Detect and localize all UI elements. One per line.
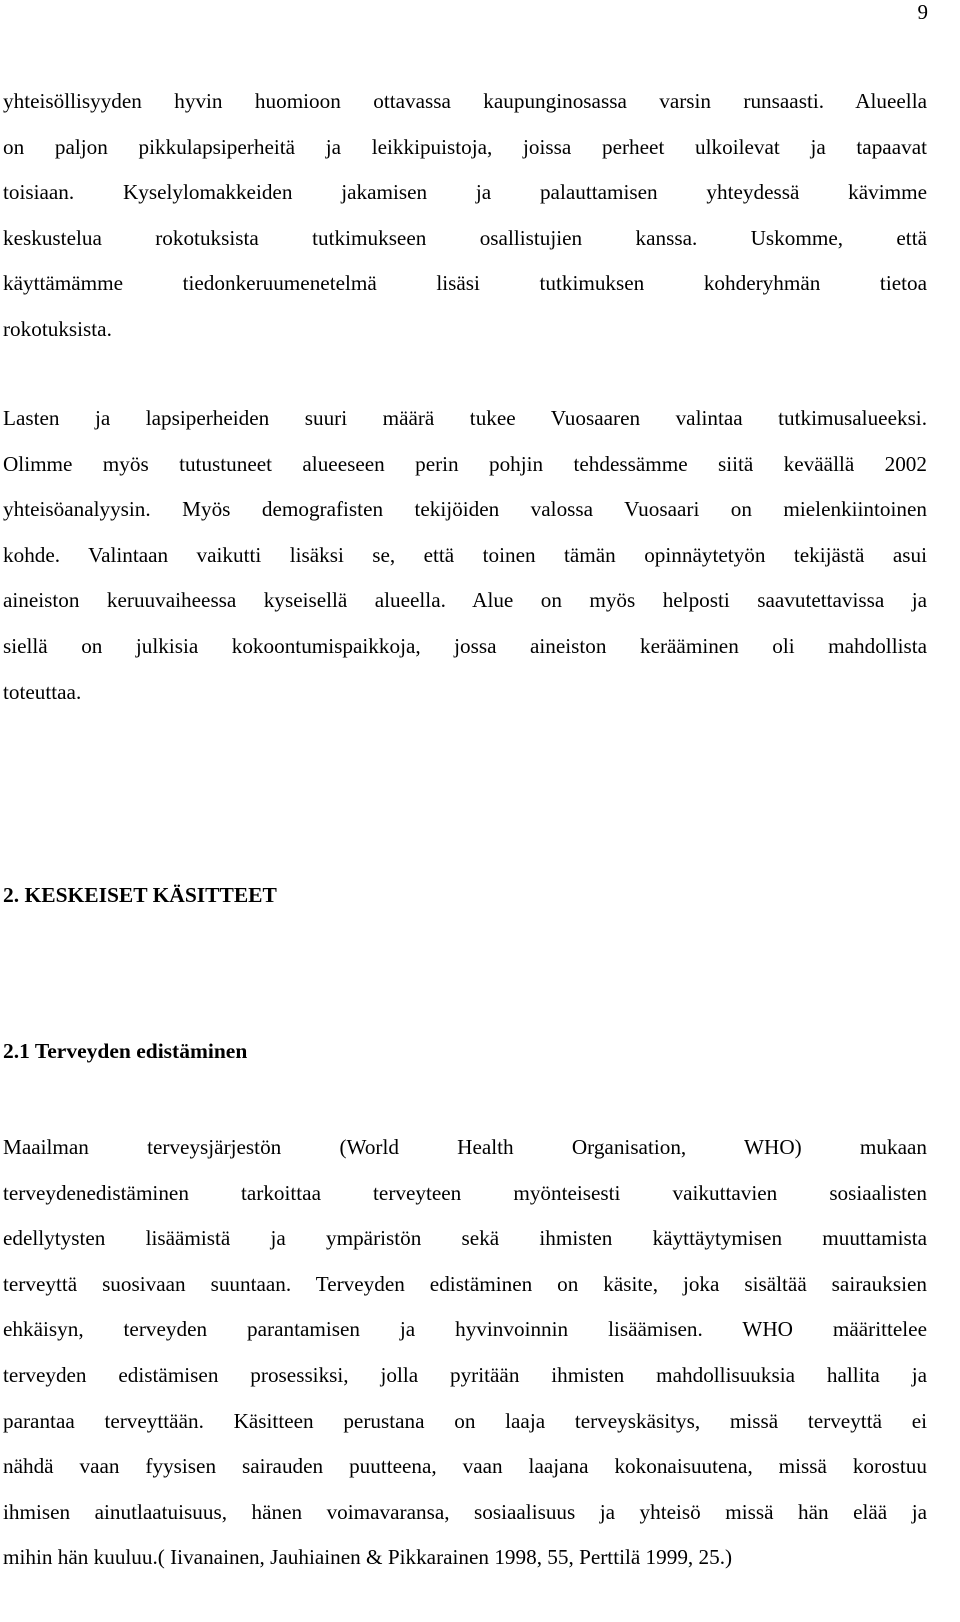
text-line: terveydenedistäminen tarkoittaa terveyteen myönteisesti vaikuttavien sosiaalisten [3, 1180, 927, 1205]
text-line: aineiston keruuvaiheessa kyseisellä alueella. Alue on myös helposti saavutettavissa ja [3, 588, 927, 613]
text-line: toteuttaa. [3, 679, 82, 704]
text-line: Lasten ja lapsiperheiden suuri määrä tukee Vuosaaren valintaa tutkimusalueeksi. [3, 406, 927, 430]
page-number: 9 [917, 0, 928, 24]
paragraph-health-promotion [3, 1125, 927, 1581]
text-line: rokotuksista. [3, 316, 112, 341]
text-line: yhteisöllisyyden hyvin huomioon ottavassa kaupunginosassa varsin runsaasti. Alueella [3, 89, 927, 113]
text-line: nähdä vaan fyysisen sairauden puutteena, vaan laajana kokonaisuutena, missä korostuu [3, 1454, 927, 1479]
text-line: terveyden edistämisen prosessiksi, jolla pyritään ihmisten mahdollisuuksia hallita ja [3, 1362, 927, 1387]
text-line: Maailman terveysjärjestön (World Health Organisation, WHO) mukaan [3, 1135, 927, 1159]
text-line: yhteisöanalyysin. Myös demografisten tekijöiden valossa Vuosaari on mielenkiintoinen [3, 497, 927, 522]
section-heading: 2. KESKEISET KÄSITTEET [3, 883, 277, 907]
text-line: siellä on julkisia kokoontumispaikkoja, jossa aineiston kerääminen oli mahdollista [3, 633, 927, 658]
text-line: keskustelua rokotuksista tutkimukseen osallistujien kanssa. Uskomme, että [3, 225, 927, 250]
text-line: terveyttä suosivaan suuntaan. Terveyden edistäminen on käsite, joka sisältää sairauksien [3, 1271, 927, 1296]
text-line: ihmisen ainutlaatuisuus, hänen voimavaransa, sosiaalisuus ja yhteisö missä hän elää ja [3, 1499, 927, 1524]
text-line: on paljon pikkulapsiperheitä ja leikkipuistoja, joissa perheet ulkoilevat ja tapaavat [3, 134, 927, 159]
text-line: käyttämämme tiedonkeruumenetelmä lisäsi tutkimuksen kohderyhmän tietoa [3, 271, 927, 296]
text-line: edellytysten lisäämistä ja ympäristön sekä ihmisten käyttäytymisen muuttamista [3, 1226, 927, 1251]
text-line: mihin hän kuuluu.( Iivanainen, Jauhiainen & Pikkarainen 1998, 55, Perttilä 1999, 25.) [3, 1545, 733, 1570]
text-line: parantaa terveyttään. Käsitteen perustana on laaja terveyskäsitys, missä terveyttä ei [3, 1408, 927, 1433]
text-line: kohde. Valintaan vaikutti lisäksi se, että toinen tämän opinnäytetyön tekijästä asui [3, 542, 927, 567]
paragraph-study-area [3, 396, 927, 715]
text-line: ehkäisyn, terveyden parantamisen ja hyvinvoinnin lisäämisen. WHO määrittelee [3, 1317, 927, 1342]
paragraph-intro [3, 79, 927, 353]
text-line: toisiaan. Kyselylomakkeiden jakamisen ja palauttamisen yhteydessä kävimme [3, 180, 927, 205]
text-line: Olimme myös tutustuneet alueeseen perin pohjin tehdessämme siitä keväällä 2002 [3, 451, 927, 476]
subsection-heading: 2.1 Terveyden edistäminen [3, 1039, 248, 1063]
